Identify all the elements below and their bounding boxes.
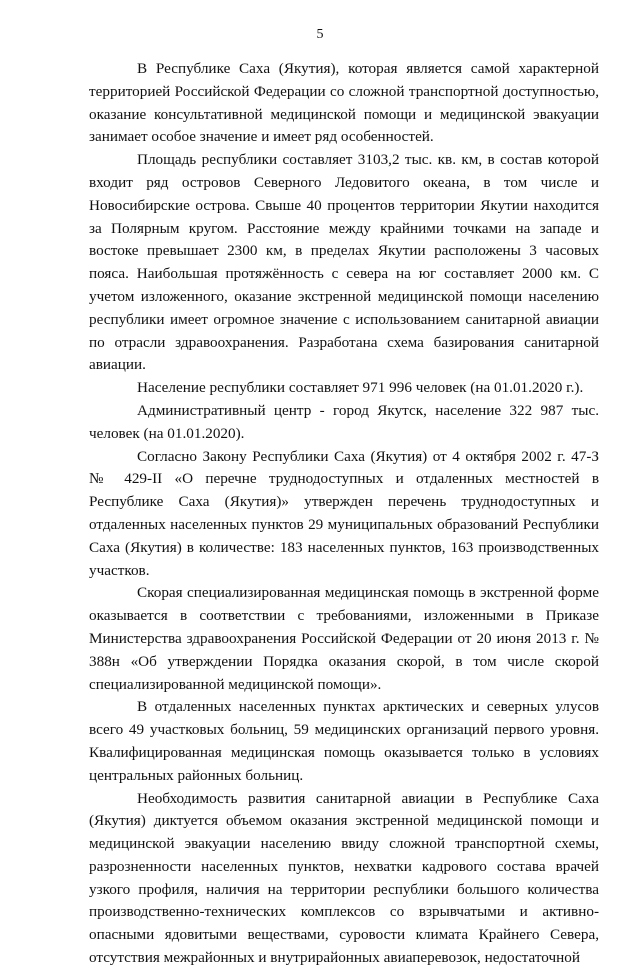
paragraph-territory-area: Площадь республики составляет 3103,2 тыс. кв. км, в состав которой входит ряд островов Северного Ледовитого океана, в том числе и Новосибирские острова. Свыше 40 процентов территории Якутии находится за Полярным кругом. Расстояние между крайними точками на западе и востоке превышает 2300 км, в пределах Якутии расположены 3 часовых пояса. Наибольшая протяжённость с севера на юг составляет 2000 км. С учетом изложенного, оказание экстренной медицинской помощи населению республики имеет огромное значение с использованием санитарной авиации по отрасли здравоохранения. Разработана схема базирования санитарной авиации.	[89, 151, 599, 374]
paragraph-remote-settlements-law: Согласно Закону Республики Саха (Якутия) от 4 октября 2002 г. 47-З № 429-II «О перечне труднодоступных и отдаленных местностей в Республике Саха (Якутия)» утвержден перечень труднодоступных и отдаленных населенных пунктов 29 муниципальных образований Республики Саха (Якутия) в количестве: 183 населенных пунктов, 163 производственных участков.	[89, 447, 599, 579]
paragraph-administrative-center: Административный центр - город Якутск, население 322 987 тыс. человек (на 01.01.2020).	[89, 401, 599, 442]
page-number: 5	[316, 27, 324, 42]
paragraph-air-ambulance-necessity: Необходимость развития санитарной авиации в Республике Саха (Якутия) диктуется объемом оказания экстренной медицинской помощи и медицинской эвакуации населению ввиду сложной транспортной схемы, разрозненности населенных пунктов, нехватки кадрового состава врачей узкого профиля, наличия на территории республики большого количества производственно-технических комплексов со взрывчатыми и активно-опасными ядовитыми веществами, суровости климата Крайнего Севера, отсутствия межрайонных и внутрирайонных авиаперевозок, недостаточной	[89, 789, 599, 967]
document-body	[89, 58, 599, 970]
paragraph-emergency-care-order: Скорая специализированная медицинская помощь в экстренной форме оказывается в соответствии с требованиями, изложенными в Приказе Министерства здравоохранения Российской Федерации от 20 июня 2013 г. № 388н «Об утверждении Порядка оказания скорой, в том числе скорой специализированной медицинской помощи».	[89, 584, 599, 693]
paragraph-population: Население республики составляет 971 996 человек (на 01.01.2020 г.).	[137, 379, 584, 397]
paragraph-rural-hospitals: В отдаленных населенных пунктах арктических и северных улусов всего 49 участковых больниц, 59 медицинских организаций первого уровня. Квалифицированная медицинская помощь оказывается только в условиях центральных районных больниц.	[89, 698, 599, 784]
paragraph-yakutia-overview: В Республике Саха (Якутия), которая является самой характерной территорией Российской Федерации со сложной транспортной доступностью, оказание консультативной медицинской помощи и медицинской эвакуации занимает особое значение и имеет ряд особенностей.	[89, 60, 599, 146]
